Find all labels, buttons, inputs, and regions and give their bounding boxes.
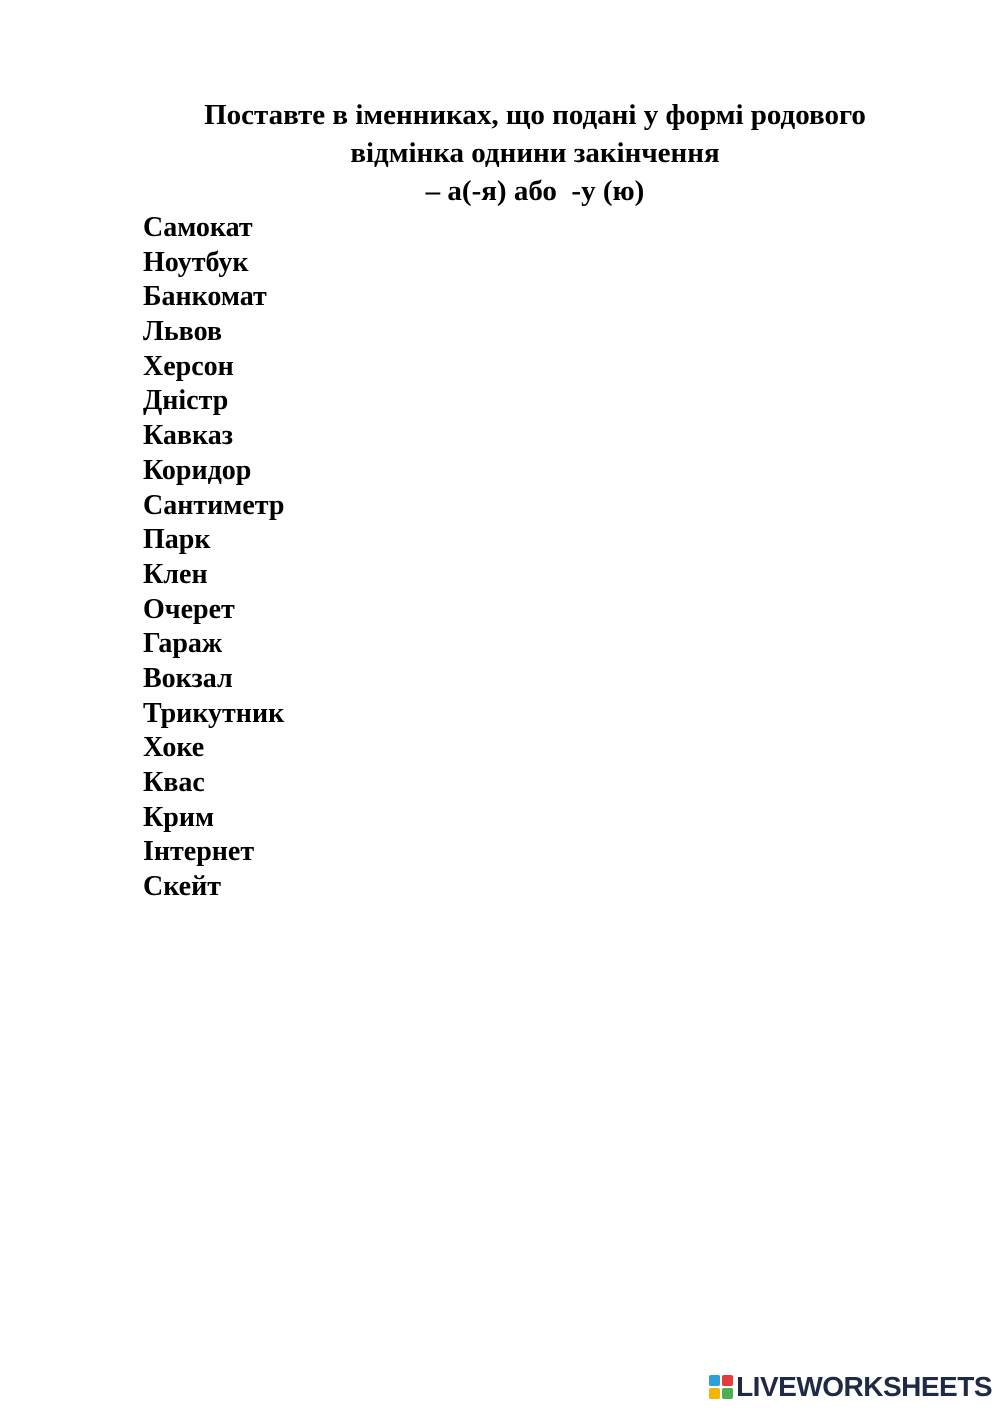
word-item: Львов xyxy=(143,316,223,348)
word-item: Хоке xyxy=(143,732,205,764)
word-item: Дністр xyxy=(143,385,229,417)
heading-line-1: Поставте в іменниках, що подані у формі родового xyxy=(204,99,866,131)
word-item: Банкомат xyxy=(143,281,267,313)
word-item: Клен xyxy=(143,558,208,590)
word-item: Кавказ xyxy=(143,420,234,452)
word-item: Очерет xyxy=(143,593,235,625)
word-list xyxy=(143,211,284,905)
word-item: Коридор xyxy=(143,454,252,486)
word-item: Інтернет xyxy=(143,836,255,868)
liveworksheets-watermark xyxy=(709,1369,992,1405)
word-item: Сантиметр xyxy=(143,489,285,521)
word-item: Трикутник xyxy=(143,697,285,729)
word-item: Ноутбук xyxy=(143,246,249,278)
heading-line-2: відмінка однини закінчення xyxy=(350,137,720,169)
word-item: Квас xyxy=(143,767,205,798)
word-item: Парк xyxy=(143,524,211,556)
word-item: Крим xyxy=(143,801,215,833)
word-item: Самокат xyxy=(143,212,253,243)
watermark-text: LIVEWORKSHEETS xyxy=(736,1371,992,1402)
heading-line-3: – а(-я) або -у (ю) xyxy=(425,175,645,207)
word-item: Гараж xyxy=(143,628,223,660)
word-item: Вокзал xyxy=(143,662,233,694)
word-item: Скейт xyxy=(143,871,221,903)
word-item: Херсон xyxy=(143,350,234,382)
liveworksheets-logo-icon xyxy=(709,1375,733,1399)
worksheet-heading xyxy=(70,96,1000,210)
